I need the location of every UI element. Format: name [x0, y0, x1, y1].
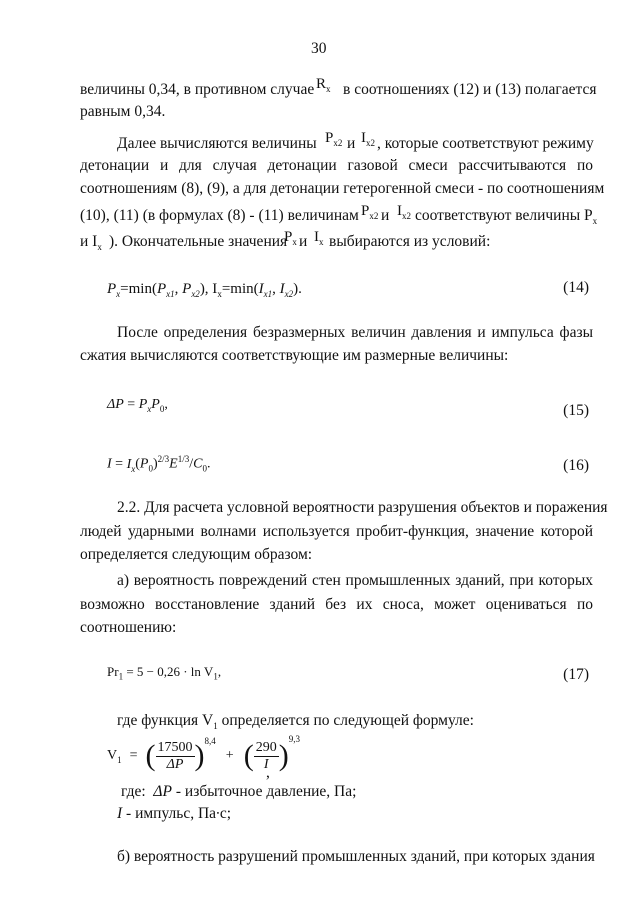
page-number: 30	[311, 40, 327, 57]
equation-15-number: (15)	[563, 402, 589, 419]
fraction-2: $\frac{290}{I}$	[255, 739, 277, 772]
where-line1: где: ΔP - избыточное давление, Па;	[121, 783, 357, 800]
v1-lhs: $V_1$	[107, 747, 122, 765]
ix-symbol: $I_x$	[314, 229, 324, 247]
rx-symbol: $R_x$	[316, 76, 331, 94]
ix2-symbol-2: $I_{x2}$	[397, 203, 411, 221]
para5-line2: возможно восстановление зданий без их сноса, может оцениваться по	[80, 596, 593, 613]
para2-line5c: выбираются из условий:	[329, 233, 491, 250]
para2-line5a: и $I_x$	[80, 233, 102, 253]
para1-line2: равным 0,34.	[80, 103, 166, 120]
equation-14: $P_x=\min(P_{x1}$, $P_{x2}$), $I_x=\min(I_{x1}$, $I_{x2}$).	[107, 281, 302, 299]
para2-line3: соотношениям (8), (9), а для детонации гетерогенной смеси - по соотношениям	[80, 180, 605, 197]
equation-17: $Pr_1 = 5 - 0,26 \cdot \ln V_1$,	[107, 664, 222, 682]
equation-17-number: (17)	[563, 666, 589, 683]
para2-line1a: Далее вычисляются величины	[117, 135, 317, 152]
para1-line1b: в соотношениях (12) и (13) полагается	[343, 81, 597, 98]
px-symbol: $P_x$	[284, 229, 297, 247]
para2-and-2: и	[381, 207, 390, 224]
equation-15: $\Delta P = P_xP_0$,	[107, 397, 168, 414]
para4-line1: 2.2. Для расчета условной вероятности разрушения объектов и поражения	[117, 499, 608, 516]
ix2-symbol: $I_{x2}$	[361, 130, 375, 148]
para2-line1b: , которые соответствуют режиму	[377, 135, 594, 152]
px2-symbol-2: $P_{x2}$	[361, 203, 379, 221]
para5-line3: соотношению:	[80, 619, 177, 636]
para2-line2: детонации и для случая детонации газовой смеси рассчитываются по	[80, 157, 593, 174]
para7-line1: б) вероятность разрушений промышленных зданий, при которых здания	[117, 848, 595, 865]
para2-line4a: (10), (11) (в формулах (8) - (11) величинам	[80, 207, 359, 224]
where-line2: I - импульс, Па∙с;	[117, 805, 232, 822]
para5-line1: а) вероятность повреждений стен промышленных зданий, при которых	[117, 572, 593, 589]
para4-line3: определяется следующим образом:	[80, 546, 313, 563]
px2-symbol: $P_{x2}$	[325, 130, 343, 148]
v1-formula: $V_1$ = ( $\frac{17500}{\Delta P}$ ) $^{8,4}$ + ( $\frac{290}{I}$ ) $^{9,3}$	[107, 734, 300, 772]
v1-comma: ,	[266, 764, 270, 781]
para2-and-3: и	[299, 233, 308, 250]
para6-line1: где функция $V_1$ определяется по следующей формуле:	[117, 712, 474, 732]
para2-and: и	[347, 135, 356, 152]
para4-line2: людей ударными волнами используется пробит-функция, значение которой	[80, 523, 593, 540]
para3-line2: сжатия вычисляются соответствующие им размерные величины:	[80, 347, 509, 364]
para3-line1: После определения безразмерных величин давления и импульса фазы	[117, 324, 593, 341]
equation-14-number: (14)	[563, 279, 589, 296]
para2-line5b: ). Окончательные значения	[109, 233, 288, 250]
equation-16-number: (16)	[563, 457, 589, 474]
fraction-1: $\frac{17500}{\Delta P}$	[157, 739, 193, 772]
equation-16: $I = I_x(P_0)^{2/3}E^{1/3}/C_0$.	[107, 454, 211, 474]
para1-line1a: величины 0,34, в противном случае	[80, 81, 315, 98]
para2-line4b: соответствуют величины $P_x$	[415, 207, 598, 227]
